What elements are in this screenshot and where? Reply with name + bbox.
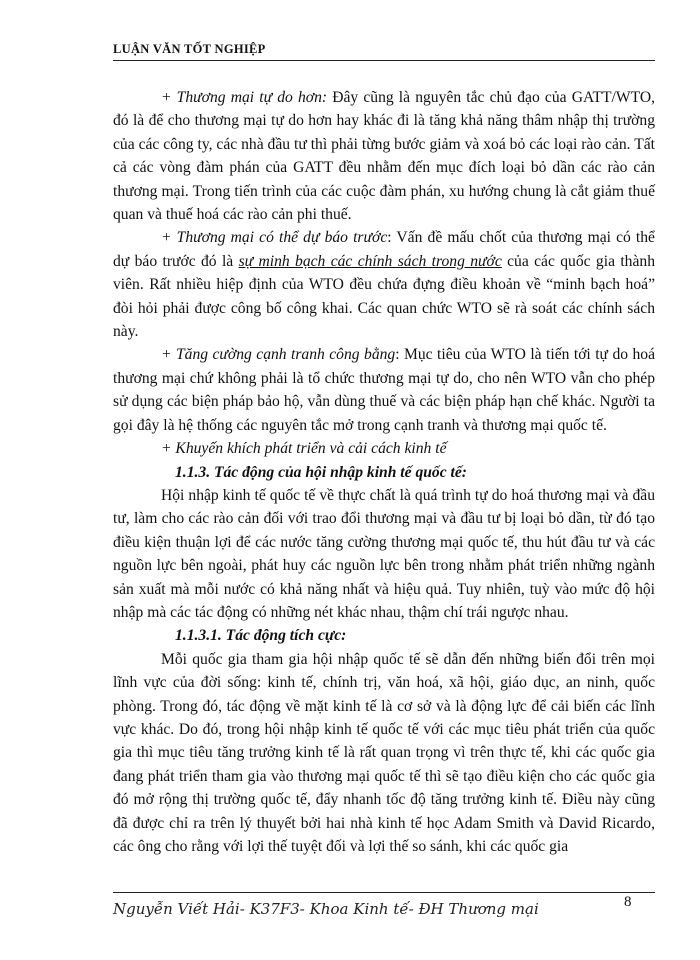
header-title: LUẬN VĂN TỐT NGHIỆP — [113, 42, 266, 56]
paragraph-text: của các quốc gia thành viên. Rất nhiều hiệp định của WTO đều chứa đựng điều khoản về “minh bạch hoá” đòi hỏi phải được công bố công khai. Các quan chức WTO sẽ rà soát các chính sách này. — [113, 252, 655, 341]
running-header — [113, 42, 655, 61]
subsection-heading-text: 1.1.3.1. Tác động tích cực — [175, 627, 342, 645]
paragraph-text: Mỗi quốc gia tham gia hội nhập quốc tế sẽ dẫn đến những biến đổi trên mọi lĩnh vực của đời sống: kinh tế, chính trị, văn hoá, xã hội, giáo dục, an ninh, quốc phòng. Trong đó, tác động về mặt kinh tế là cơ sở và là động lực để cải biến các lĩnh vực khác. Do đó, trong hội nhập kinh tế quốc tế với các mục tiêu phát triển của quốc gia thì mục tiêu tăng trưởng kinh tế là rất quan trọng vì trên thực tế, khi các quốc gia đang phát triển tham gia vào thương mại quốc tế thì sẽ tạo điều kiện cho các quốc gia đó mở rộng thị trường quốc tế, đẩy nhanh tốc độ tăng trưởng kinh tế. Điều này cũng đã được chỉ ra trên lý thuyết bởi hai nhà kinh tế học Adam Smith và David Ricardo, các ông cho rằng với lợi thế tuyệt đối và lợi thế so sánh, khi các quốc gia — [113, 650, 655, 855]
footer-author: Nguyễn Viết Hải- K37F3- Khoa Kinh tế- ĐH Thương mại — [113, 900, 539, 918]
underlined-phrase: sự minh bạch các chính sách trong nước — [238, 252, 502, 270]
paragraph-integration — [113, 484, 655, 624]
page-number: 8 — [624, 894, 632, 910]
paragraph-text: Đây cũng là nguyên tắc chủ đạo của GATT/WTO, đó là để cho thương mại tự do hơn hay khác đi là tăng khả năng thâm nhập thị trường của các công ty, các nhà đầu tư thì phải từng bước giảm và xoá bỏ các loại rào cản. Tất cả các vòng đàm phán của GATT đều nhằm đến mục đích loại bỏ dần các rào cản thương mại. Trong tiến trình của các cuộc đàm phán, xu hướng chung là cắt giảm thuế quan và thuế hoá các rào cản phi thuế. — [113, 89, 655, 224]
paragraph-lead: + Khuyến khích phát triển và cải cách kinh tế — [161, 440, 447, 458]
document-body — [113, 86, 655, 858]
paragraph-development — [113, 437, 655, 460]
paragraph-fair-competition — [113, 343, 655, 437]
paragraph-positive-impact — [113, 648, 655, 859]
paragraph-text: : Vấn đề mấu chốt của thương mại có thể dự báo trước đó là — [113, 229, 655, 270]
paragraph-free-trade — [113, 86, 655, 226]
paragraph-lead: + Tăng cường cạnh tranh công bằng — [161, 346, 396, 364]
paragraph-lead: + Thương mại tự do hơn: — [161, 89, 328, 106]
paragraph-lead: + Thương mại có thể dự báo trước — [161, 229, 388, 247]
paragraph-text: : Mục tiêu của WTO là tiến tới tự do hoá thương mại chứ không phải là tổ chức thương mại tự do, cho nên WTO vẫn cho phép sử dụng các biện pháp bảo hộ, vẫn dùng thuế và các biện pháp hạn chế khác. Người ta gọi đây là hệ thống các nguyên tắc mở trong cạnh tranh và thương mại quốc tế. — [113, 346, 656, 434]
section-heading — [113, 461, 655, 484]
subsection-heading-colon: : — [341, 627, 347, 645]
section-heading-colon: : — [461, 463, 467, 481]
paragraph-text: Hội nhập kinh tế quốc tế về thực chất là quá trình tự do hoá thương mại và đầu tư, làm cho các rào cản đối với trao đổi thương mại và đầu tư bị loại bỏ dần, từ đó tạo điều kiện thuận lợi để các nước tăng cường thương mại quốc tế, thu hút đầu tư và các nguồn lực bên ngoài, phát huy các nguồn lực bên trong nhằm phát triển những ngành sản xuất mà mỗi nước có khả năng nhất và hiệu quả. Tuy nhiên, tuỳ vào mức độ hội nhập mà các tác động có những nét khác nhau, thậm chí trái ngược nhau. — [113, 486, 655, 621]
subsection-heading — [113, 624, 655, 647]
section-heading-text: 1.1.3. Tác động của hội nhập kinh tế quốc tế — [175, 463, 462, 481]
footer-divider — [113, 892, 655, 893]
paragraph-predictable-trade — [113, 226, 655, 343]
